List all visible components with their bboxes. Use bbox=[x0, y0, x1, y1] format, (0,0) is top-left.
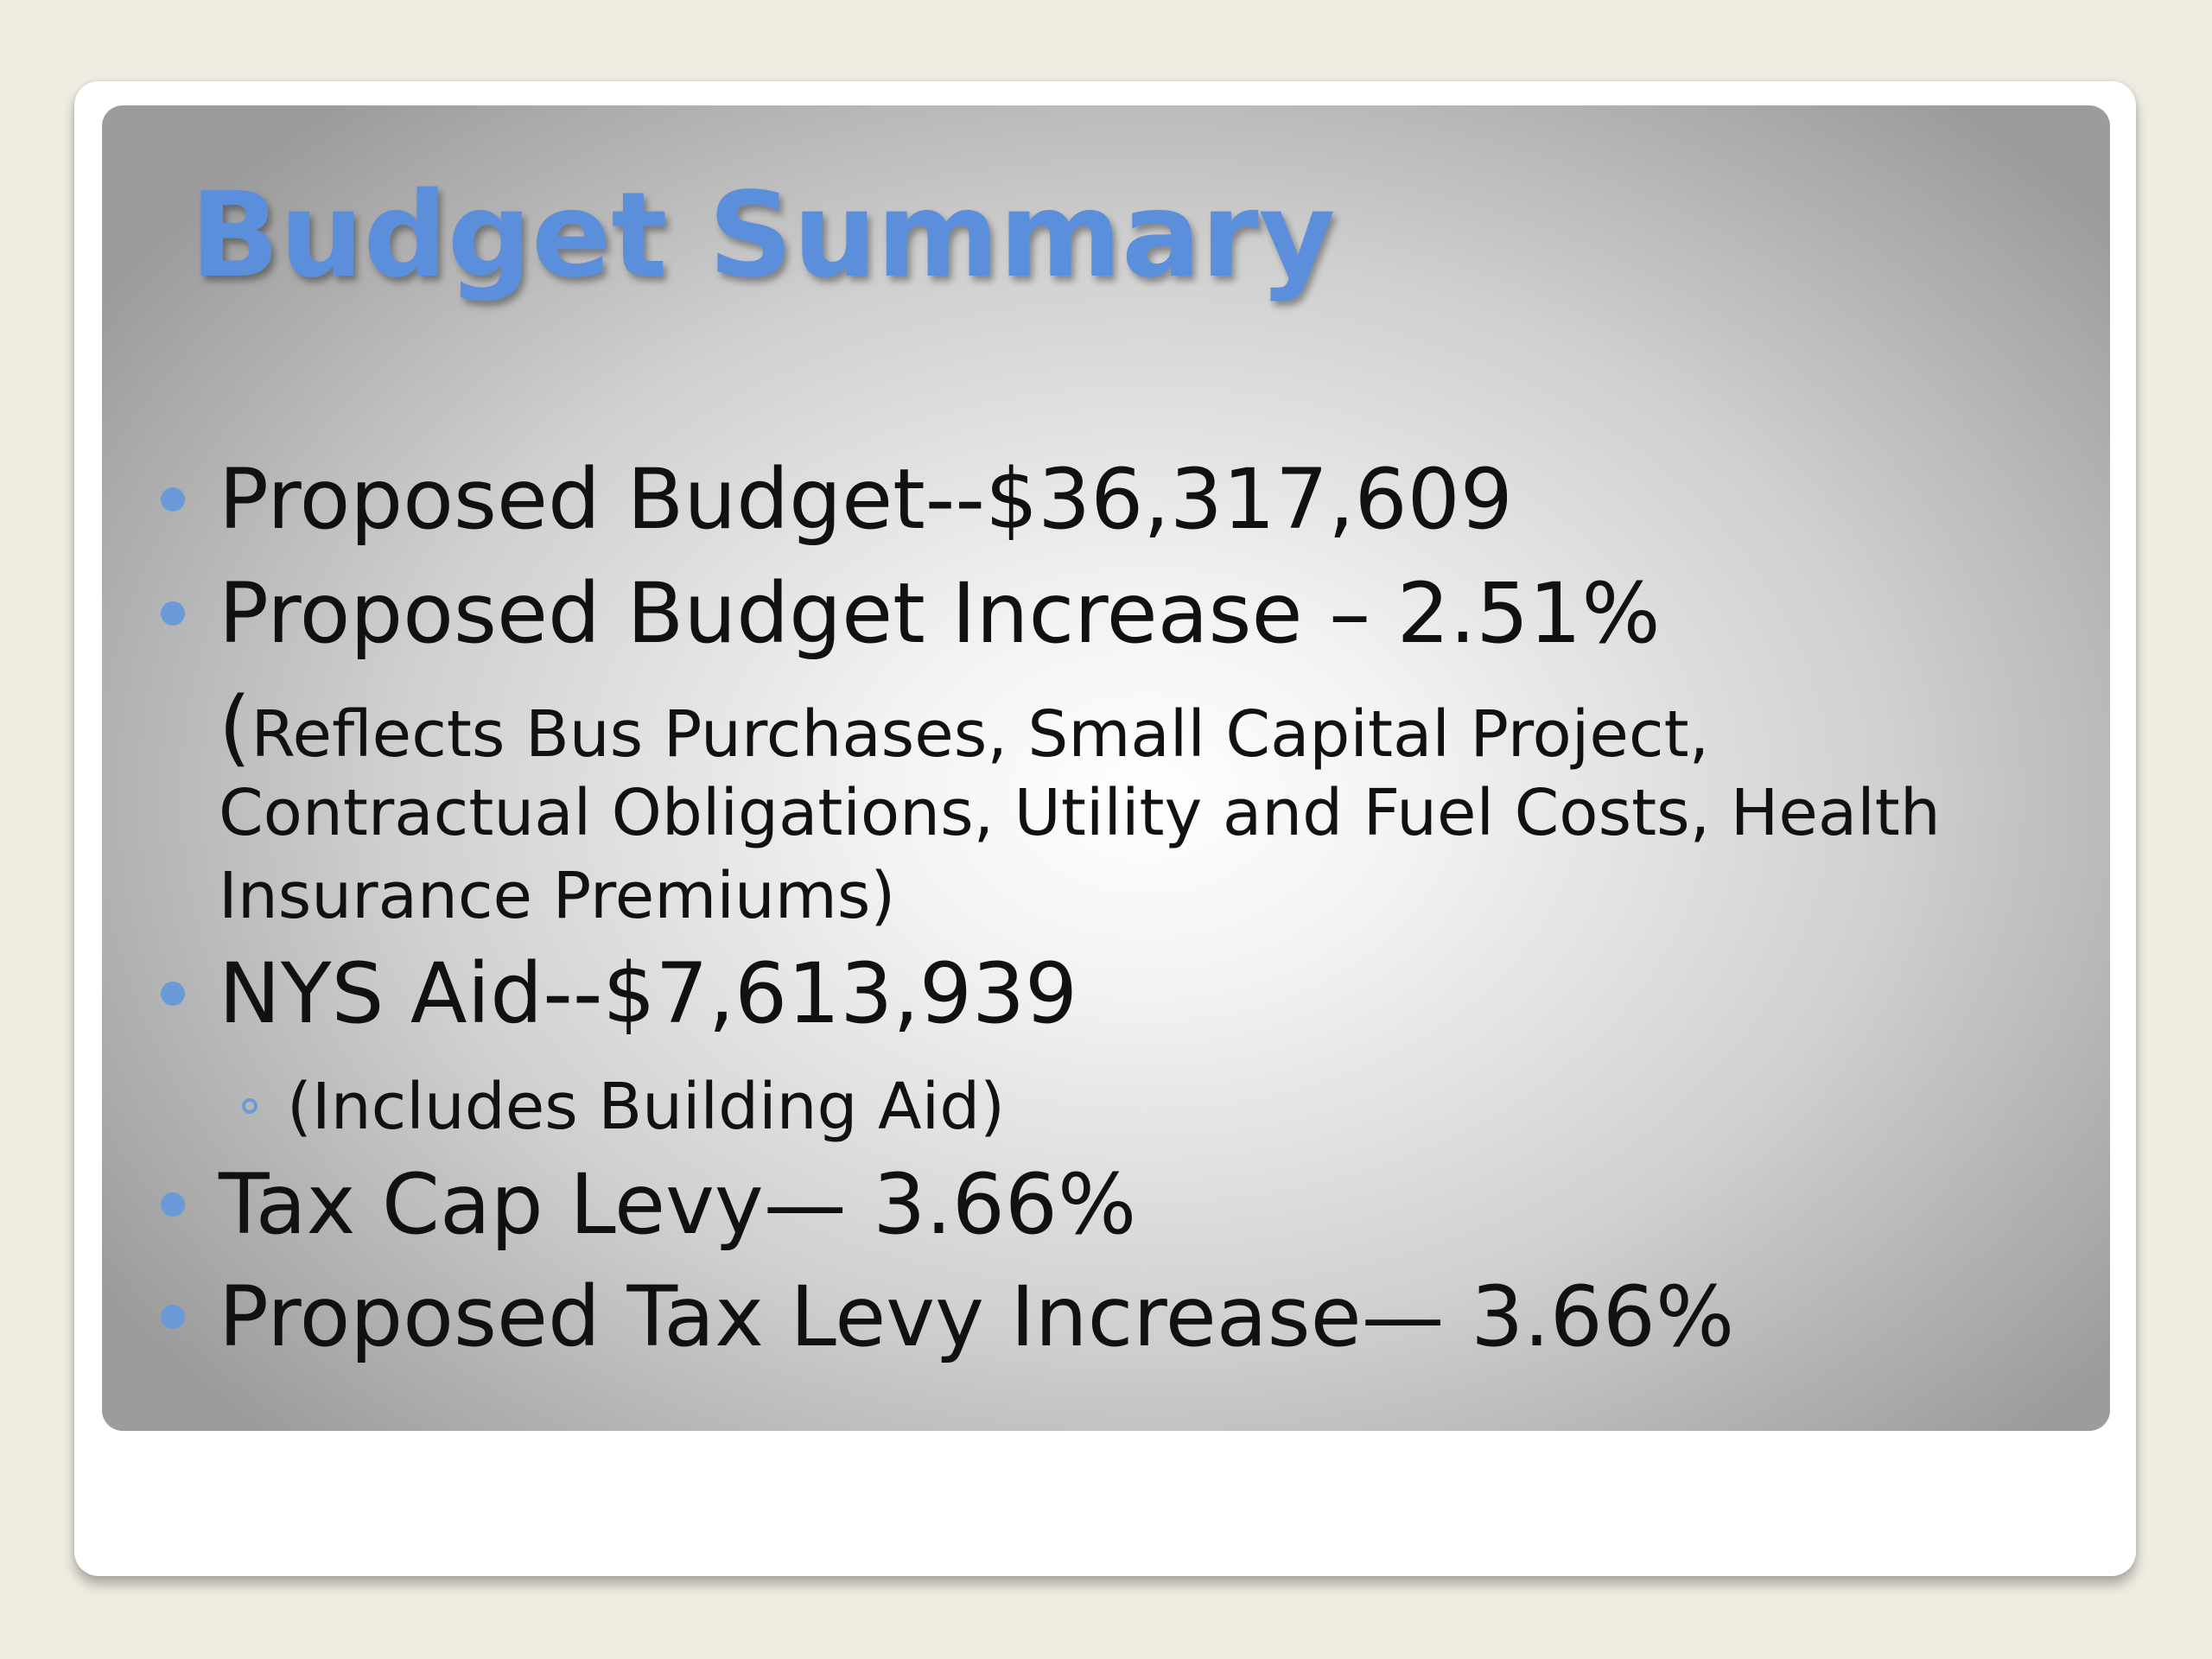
bullet-dot-icon bbox=[161, 982, 185, 1006]
note-line-1-text: Reflects Bus Purchases, Small Capital Project, bbox=[251, 697, 1710, 772]
sub-bullet-building-aid: (Includes Building Aid) bbox=[287, 1070, 1006, 1144]
bullet-nys-aid: NYS Aid--$7,613,939 bbox=[219, 945, 1078, 1042]
budget-increase-note-line-3: Insurance Premiums) bbox=[219, 859, 896, 933]
slide-title: Budget Summary bbox=[190, 168, 1336, 304]
bullet-list bbox=[102, 105, 2110, 1431]
note-open-paren: ( bbox=[219, 679, 251, 776]
sub-bullet-ring-icon bbox=[242, 1098, 257, 1114]
bullet-budget-increase: Proposed Budget Increase – 2.51% bbox=[219, 565, 1661, 662]
budget-increase-note-line-1 bbox=[219, 679, 1710, 776]
bullet-dot-icon bbox=[161, 1305, 185, 1329]
bullet-tax-levy-increase: Proposed Tax Levy Increase— 3.66% bbox=[219, 1268, 1735, 1365]
bullet-dot-icon bbox=[161, 1192, 185, 1217]
bullet-dot-icon bbox=[161, 487, 185, 512]
budget-increase-note-line-2: Contractual Obligations, Utility and Fuel Costs, Health bbox=[219, 776, 1941, 850]
bullet-tax-cap-levy: Tax Cap Levy— 3.66% bbox=[219, 1156, 1137, 1253]
bullet-dot-icon bbox=[161, 601, 185, 626]
slide bbox=[102, 105, 2110, 1431]
bullet-proposed-budget: Proposed Budget--$36,317,609 bbox=[219, 451, 1513, 548]
